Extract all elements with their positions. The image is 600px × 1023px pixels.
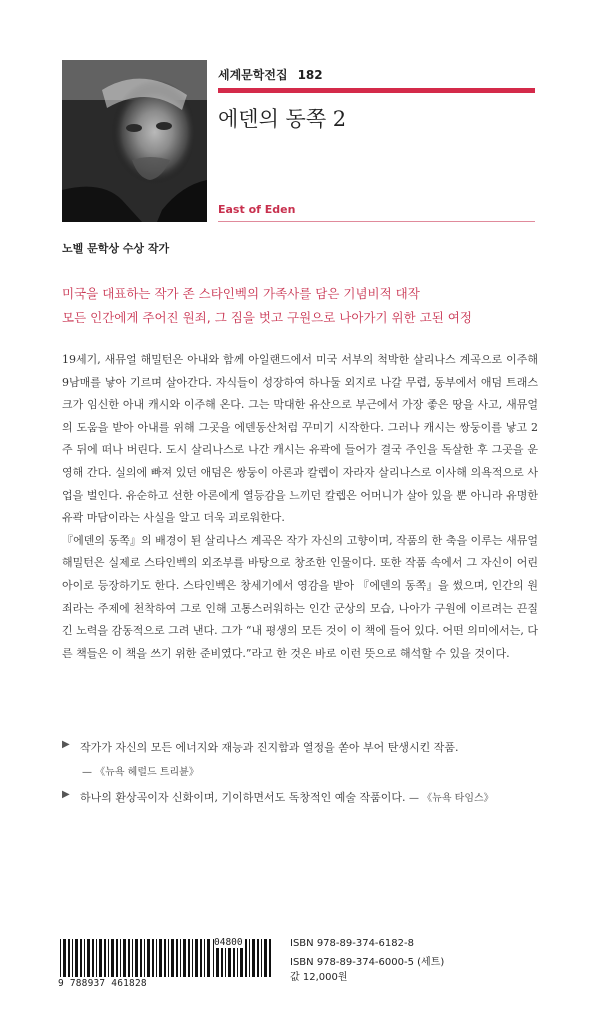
series-name: 세계문학전집: [218, 68, 288, 82]
book-title-english: East of Eden: [218, 203, 296, 216]
barcode-bar: [128, 939, 130, 977]
barcode-digits: 9 788937 461828: [58, 978, 147, 989]
barcode-bar: [188, 939, 190, 977]
series-label: [218, 66, 323, 83]
barcode-bar: [207, 939, 210, 977]
barcode-bar: [132, 939, 133, 977]
author-photo: [62, 60, 207, 222]
barcode-bar: [176, 939, 178, 977]
bullet-triangle-icon: ▶: [62, 789, 70, 800]
barcode-bar: [164, 939, 166, 977]
barcode-bar: [116, 939, 118, 977]
barcode-bar: [264, 939, 267, 977]
barcode-bars: [60, 939, 210, 979]
barcode-addon-digits: 04800: [214, 937, 243, 948]
author-portrait-image: [62, 60, 207, 222]
barcode-bar: [84, 939, 85, 977]
barcode-bar: [192, 939, 193, 977]
barcode-bar: [108, 939, 109, 977]
barcode-bar: [99, 939, 102, 977]
headline: [62, 282, 542, 330]
review-2: [62, 789, 538, 805]
barcode-bar: [249, 939, 250, 977]
barcode-bar: [140, 939, 142, 977]
barcode-bar: [168, 939, 169, 977]
isbn-line-2: ISBN 978-89-374-6000-5 (세트): [290, 957, 445, 968]
bullet-triangle-icon: ▶: [62, 739, 70, 750]
barcode-bar: [104, 939, 106, 977]
barcode-bar: [147, 939, 150, 977]
synopsis: [62, 349, 538, 665]
barcode-bar: [152, 939, 154, 977]
synopsis-paragraph-1: 19세기, 새뮤얼 해밀턴은 아내와 함께 아일랜드에서 미국 서부의 척박한 살리나스 계곡으로 이주해 9남매를 낳아 기르며 살아간다. 자식들이 성장하여 하나둘 외지로 나갈 무렵, 동부에서 애덤 트래스크가 임신한 아내 캐시와 이주해 온다. 그는 막대한 유산으로 부근에서 가장 좋은 땅을 사고, 새뮤얼의 도움을 받아 아내를 위해 그곳을 에덴동산처럼 꾸미기 시작한다. 그러나 캐시는 쌍둥이를 낳고 2주 뒤에 떠나 버린다. 도시 살리나스로 나간 캐시는 유곽에 들어가 결국 주인을 독살한 후 그곳을 운영해 간다. 실의에 빠져 있던 애덤은 쌍둥이 아론과 칼렙이 자라자 살리나스로 이사해 의욕적으로 사업을 벌인다. 유순하고 선한 아론에게 열등감을 느끼던 칼렙은 어머니가 살아 있을 뿐 아니라 유명한 유곽 마담이라는 사실을 알고 더욱 괴로워한다.: [62, 353, 538, 525]
isbn-line-1: ISBN 978-89-374-6182-8: [290, 938, 414, 949]
barcode-bar: [195, 939, 198, 977]
barcode-bar: [80, 939, 82, 977]
barcode-bar: [269, 939, 271, 977]
barcode-bar: [252, 939, 255, 977]
barcode-bar: [135, 939, 138, 977]
barcode-bar: [171, 939, 174, 977]
barcode-bar: [120, 939, 121, 977]
barcode-bar: [87, 939, 90, 977]
barcode-bar: [96, 939, 97, 977]
barcode-bar: [261, 939, 262, 977]
barcode-bar: [63, 939, 66, 977]
barcode-bar: [245, 939, 247, 977]
barcode-bar: [257, 939, 259, 977]
barcode: [60, 939, 210, 979]
title-rule: [218, 88, 535, 93]
review-source: — 《뉴욕 헤럴드 트리뷴》: [82, 767, 199, 778]
price-label: 값 12,000원: [290, 972, 348, 983]
barcode-bar: [183, 939, 186, 977]
barcode-bar: [60, 939, 61, 977]
barcode-bar: [200, 939, 202, 977]
headline-line-1: 미국을 대표하는 작가 존 스타인벡의 가족사를 담은 기념비적 대작: [62, 286, 420, 301]
barcode-bar: [92, 939, 94, 977]
barcode-bar: [144, 939, 145, 977]
barcode-bar: [180, 939, 181, 977]
review-source: — 《뉴욕 타임스》: [409, 793, 494, 804]
barcode-bar: [75, 939, 78, 977]
synopsis-paragraph-2: 『에덴의 동쪽』의 배경이 된 살리나스 계곡은 작가 자신의 고향이며, 작품의 한 축을 이루는 새뮤얼 해밀턴은 실제로 스타인벡의 외조부를 바탕으로 창조한 인물이다. 또한 작품 속에서 그 자신이 어린아이로 등장하기도 한다. 스타인벡은 창세기에서 영감을 받아 『에덴의 동쪽』을 썼으며, 인간의 원죄라는 주제에 천착하여 그로 인해 고통스러워하는 인간 군상의 모습, 나아가 구원에 이르려는 끈질긴 노력을 감동적으로 그려 낸다. 그가 “내 평생의 모든 것이 이 책에 들어 있다. 어떤 의미에서는, 다른 책들은 이 책을 쓰기 위한 준비였다.”라고 한 것은 바로 이런 뜻으로 해석할 수 있을 것이다.: [62, 533, 538, 660]
barcode-bar: [111, 939, 114, 977]
title-divider: [218, 221, 535, 222]
barcode-bar: [68, 939, 70, 977]
barcode-bar: [123, 939, 126, 977]
series-number: 182: [297, 68, 323, 82]
barcode-bar: [159, 939, 162, 977]
review-1: [62, 739, 538, 778]
barcode-bar: [156, 939, 157, 977]
barcode-bar: [204, 939, 205, 977]
headline-line-2: 모든 인간에게 주어진 원죄, 그 짐을 벗고 구원으로 나아가기 위한 고된 여정: [62, 310, 472, 325]
award-label: 노벨 문학상 수상 작가: [62, 242, 170, 255]
review-text: 하나의 환상곡이자 신화이며, 기이하면서도 독창적인 예술 작품이다.: [80, 791, 406, 804]
barcode-bar: [72, 939, 73, 977]
review-text: 작가가 자신의 모든 에너지와 재능과 진지함과 열정을 쏟아 부어 탄생시킨 작품.: [80, 741, 459, 754]
book-title: 에덴의 동쪽 2: [218, 107, 347, 131]
